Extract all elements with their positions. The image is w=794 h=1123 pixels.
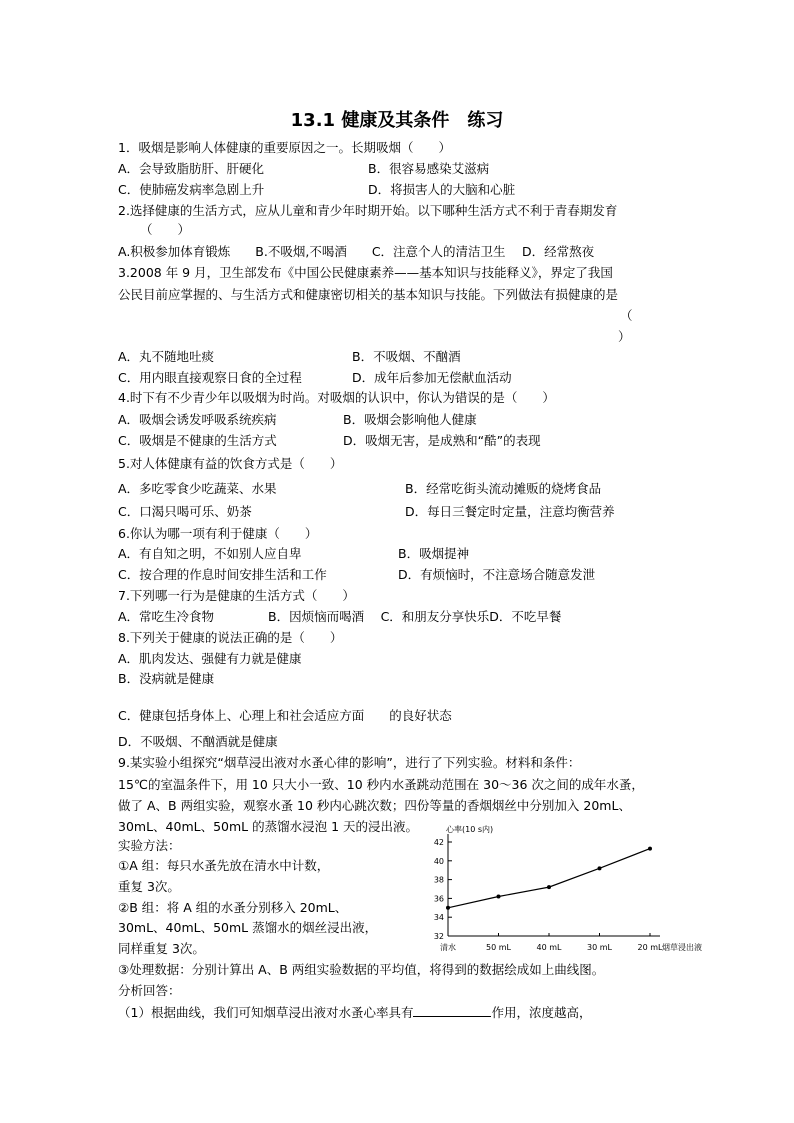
q9-line-4: 30mL、40mL、50mL 的蒸馏水浸泡 1 天的浸出液。 — [118, 819, 419, 834]
q6-option-b: B．吸烟提神 — [398, 546, 470, 561]
data-point — [648, 847, 652, 851]
q5-option-a: A．多吃零食少吃蔬菜、水果 — [118, 481, 277, 496]
q7-stem: 7.下列哪一行为是健康的生活方式（ ） — [118, 588, 355, 603]
data-point — [598, 866, 602, 870]
y-axis-label: 心率(10 s内) — [446, 825, 494, 834]
q9-data-processing: ③处理数据：分别计算出 A、B 两组实验数据的平均值，将得到的数据绘成如上曲线图。 — [118, 962, 605, 977]
q2-paren: （ ） — [140, 222, 191, 237]
q9-line-3: 做了 A、B 两组实验，观察水蚤 10 秒内心跳次数；四份等量的香烟烟丝中分别加入 20mL、 — [118, 798, 631, 813]
data-point — [547, 885, 551, 889]
q5-option-b: B．经常吃街头流动摊贩的烧烤食品 — [405, 481, 602, 496]
q4-option-a: A．吸烟会诱发呼吸系统疾病 — [118, 412, 277, 427]
y-tick-label: 34 — [433, 913, 444, 923]
q3-paren-close: ） — [618, 329, 631, 344]
q8-option-d: D．不吸烟、不酗酒就是健康 — [118, 734, 278, 749]
q9-question-1-part-a: （1）根据曲线，我们可知烟草浸出液对水蚤心率具有 — [118, 1005, 414, 1020]
q3-option-a: A．丸不随地吐痰 — [118, 349, 215, 364]
q9-method-b-3: 同样重复 3次。 — [118, 941, 205, 956]
q9-method-a-1: ①A 组：每只水蚤先放在清水中计数， — [118, 858, 330, 873]
q6-option-a: A．有自知之明，不如别人应自卑 — [118, 546, 302, 561]
q8-option-a: A．肌肉发达、强健有力就是健康 — [118, 651, 302, 666]
answer-blank[interactable] — [413, 1004, 491, 1017]
q1-option-c: C．使肺癌发病率急剧上升 — [118, 182, 265, 197]
data-point — [446, 906, 450, 910]
series-line — [448, 849, 650, 908]
q6-option-d: D．有烦恼时，不注意场合随意发泄 — [398, 567, 596, 582]
q4-option-b: B．吸烟会影响他人健康 — [343, 412, 477, 427]
q9-line-2: 15℃的室温条件下，用 10 只大小一致、10 秒内水蚤跳动范围在 30～36 次之间的成年水蚤， — [118, 777, 644, 792]
q9-method-heading: 实验方法： — [118, 838, 181, 853]
heart-rate-line-chart — [418, 822, 718, 962]
x-tick-label: 40 mL — [536, 943, 562, 952]
q6-stem: 6.你认为哪一项有利于健康（ ） — [118, 526, 318, 541]
x-tick-label: 30 mL — [587, 943, 612, 952]
q1-option-b: B．很容易感染艾滋病 — [368, 161, 490, 176]
q9-question-1 — [118, 1004, 591, 1021]
q8-option-b: B．没病就是健康 — [118, 671, 215, 686]
q3-stem-1: 3.2008 年 9 月，卫生部发布《中国公民健康素养——基本知识与技能释义》，界定了我国 — [118, 265, 613, 280]
x-tick-label: 清水 — [440, 943, 456, 952]
q9-method-a-2: 重复 3次。 — [118, 879, 180, 894]
q3-option-d: D．成年后参加无偿献血活动 — [352, 370, 512, 385]
q5-option-d: D．每日三餐定时定量，注意均衡营养 — [405, 504, 615, 519]
q1-stem: 1．吸烟是影响人体健康的重要原因之一。长期吸烟（ ） — [118, 140, 451, 155]
q4-stem: 4.时下有不少青少年以吸烟为时尚。对吸烟的认识中，你认为错误的是（ ） — [118, 390, 555, 405]
page-title: 13.1 健康及其条件 练习 — [290, 110, 504, 131]
y-tick-label: 36 — [433, 894, 444, 904]
q7-options: A．常吃生冷食物 B．因烦恼而喝酒 C．和朋友分享快乐D．不吃早餐 — [118, 609, 562, 624]
q9-analysis-heading: 分析回答： — [118, 983, 181, 998]
q3-option-b: B．不吸烟、不酗酒 — [352, 349, 461, 364]
q3-paren-open: （ — [620, 308, 633, 323]
q1-option-d: D．将损害人的大脑和心脏 — [368, 182, 516, 197]
q9-method-b-1: ②B 组：将 A 组的水蚤分别移入 20mL、 — [118, 900, 348, 915]
q2-stem: 2.选择健康的生活方式，应从儿童和青少年时期开始。以下哪种生活方式不利于青春期发育 — [118, 203, 618, 218]
data-point — [497, 895, 501, 899]
x-tick-label: 50 mL — [486, 943, 511, 952]
q8-stem: 8.下列关于健康的说法正确的是（ ） — [118, 630, 343, 645]
q3-stem-2: 公民目前应掌握的、与生活方式和健康密切相关的基本知识与技能。下列做法有损健康的是 — [118, 287, 619, 302]
q3-option-c: C．用内眼直接观察日食的全过程 — [118, 370, 302, 385]
q8-option-c: C．健康包括身体上、心理上和社会适应方面 的良好状态 — [118, 708, 452, 723]
q1-option-a: A．会导致脂肪肝、肝硬化 — [118, 161, 265, 176]
x-axis-label: 烟草浸出液 — [662, 943, 702, 952]
y-tick-label: 38 — [433, 875, 444, 885]
y-tick-label: 40 — [433, 856, 444, 866]
q9-line-1: 9.某实验小组探究“烟草浸出液对水蚤心律的影响”，进行了下列实验。材料和条件： — [118, 755, 581, 770]
q4-option-d: D．吸烟无害，是成熟和“酷”的表现 — [343, 433, 541, 448]
q4-option-c: C．吸烟是不健康的生活方式 — [118, 433, 277, 448]
q9-question-1-part-b: 作用，浓度越高， — [491, 1005, 592, 1020]
q9-method-b-2: 30mL、40mL、50mL 蒸馏水的烟丝浸出液， — [118, 920, 378, 935]
y-tick-label: 42 — [433, 838, 444, 847]
y-tick-label: 32 — [433, 932, 444, 941]
x-tick-label: 20 mL — [637, 943, 663, 952]
q2-options: A.积极参加体育锻炼 B.不吸烟,不喝酒 C．注意个人的清洁卫生 D．经常熬夜 — [118, 244, 595, 259]
q5-option-c: C．口渴只喝可乐、奶茶 — [118, 504, 252, 519]
q6-option-c: C．按合理的作息时间安排生活和工作 — [118, 567, 327, 582]
q5-stem: 5.对人体健康有益的饮食方式是（ ） — [118, 456, 343, 471]
